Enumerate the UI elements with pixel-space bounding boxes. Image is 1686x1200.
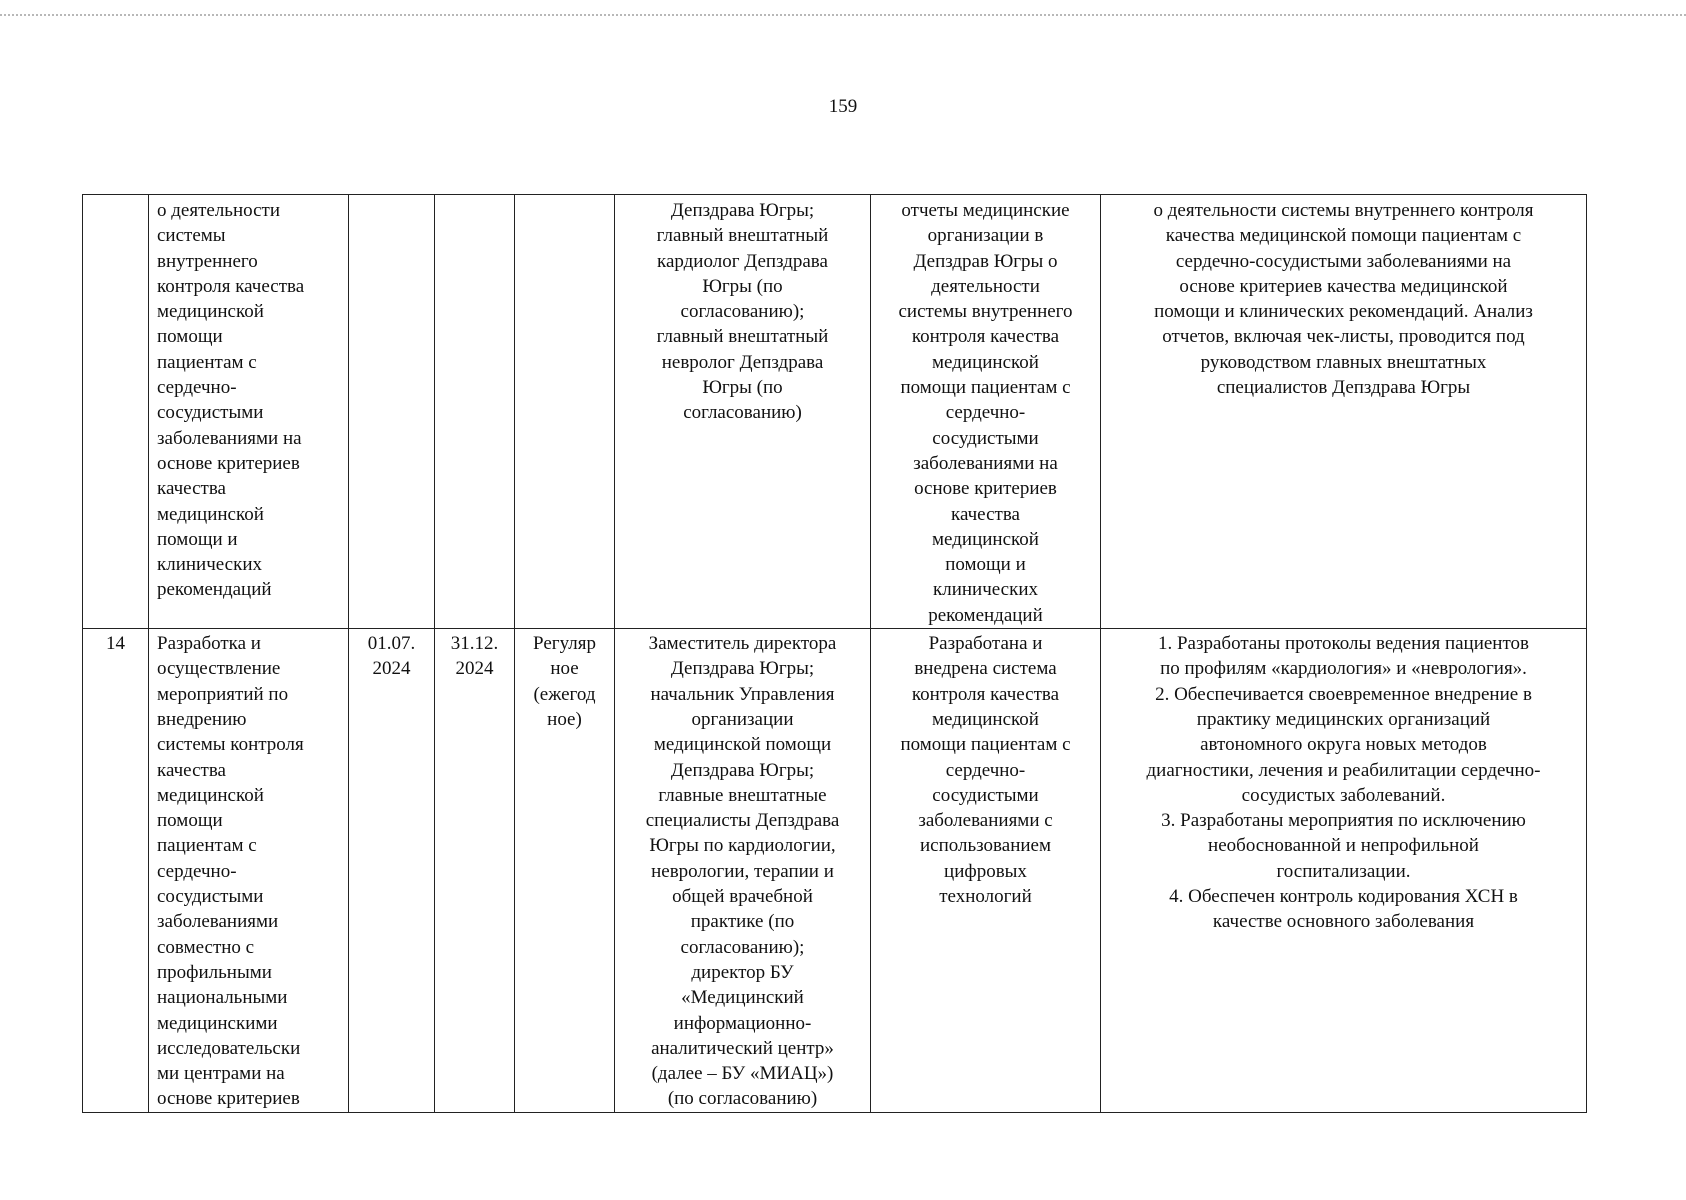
responsible: Депздрава Югры; главный внештатный кардиолог Депздрава Югры (по согласованию); главный внештатный невролог Депздрава Югры (по согласованию) [615, 195, 871, 629]
table-row [83, 195, 1587, 629]
row-number: 14 [83, 629, 149, 1113]
table-row [83, 629, 1587, 1113]
end-date [435, 195, 515, 629]
characteristic: о деятельности системы внутреннего контроля качества медицинской помощи пациентам с сердечно-сосудистыми заболеваниями на основе критериев качества медицинской помощи и клинических рекомендаций. Анализ отчетов, включая чек-листы, проводится под руководством главных внештатных специалистов Депздрава Югры [1101, 195, 1587, 629]
start-date [349, 195, 435, 629]
measures-table [82, 194, 1587, 1113]
responsible: Заместитель директора Депздрава Югры; начальник Управления организации медицинской помощи Депздрава Югры; главные внештатные специалисты Депздрава Югры по кардиологии, неврологии, терапии и общей врачебной практике (по согласованию); директор БУ «Медицинский информационно- аналитический центр» (далее – БУ «МИАЦ») (по согласованию) [615, 629, 871, 1113]
event-name: Разработка и осуществление мероприятий по внедрению системы контроля качества медицинской помощи пациентам с сердечно- сосудистыми заболеваниями совместно с профильными национальными медицинскими исследовательски ми центрами на основе критериев [149, 629, 349, 1113]
page-number: 159 [828, 96, 858, 117]
scan-artifact-line [0, 14, 1686, 16]
frequency [515, 195, 615, 629]
start-date: 01.07. 2024 [349, 629, 435, 1113]
event-name: о деятельности системы внутреннего контроля качества медицинской помощи пациентам с сердечно- сосудистыми заболеваниями на основе критериев качества медицинской помощи и клинических рекомендаций [149, 195, 349, 629]
expected-result: Разработана и внедрена система контроля качества медицинской помощи пациентам с сердечно- сосудистыми заболеваниями с использованием цифровых технологий [871, 629, 1101, 1113]
characteristic: 1. Разработаны протоколы ведения пациентов по профилям «кардиология» и «неврология». 2. Обеспечивается своевременное внедрение в практику медицинских организаций автономного округа новых методов диагностики, лечения и реабилитации сердечно- сосудистых заболеваний. 3. Разработаны мероприятия по исключению необоснованной и непрофильной госпитализации. 4. Обеспечен контроль кодирования ХСН в качестве основного заболевания [1101, 629, 1587, 1113]
expected-result: отчеты медицинские организации в Депздрав Югры о деятельности системы внутреннего контроля качества медицинской помощи пациентам с сердечно- сосудистыми заболеваниями на основе критериев качества медицинской помощи и клинических рекомендаций [871, 195, 1101, 629]
frequency: Регуляр ное (ежегод ное) [515, 629, 615, 1113]
end-date: 31.12. 2024 [435, 629, 515, 1113]
row-number [83, 195, 149, 629]
